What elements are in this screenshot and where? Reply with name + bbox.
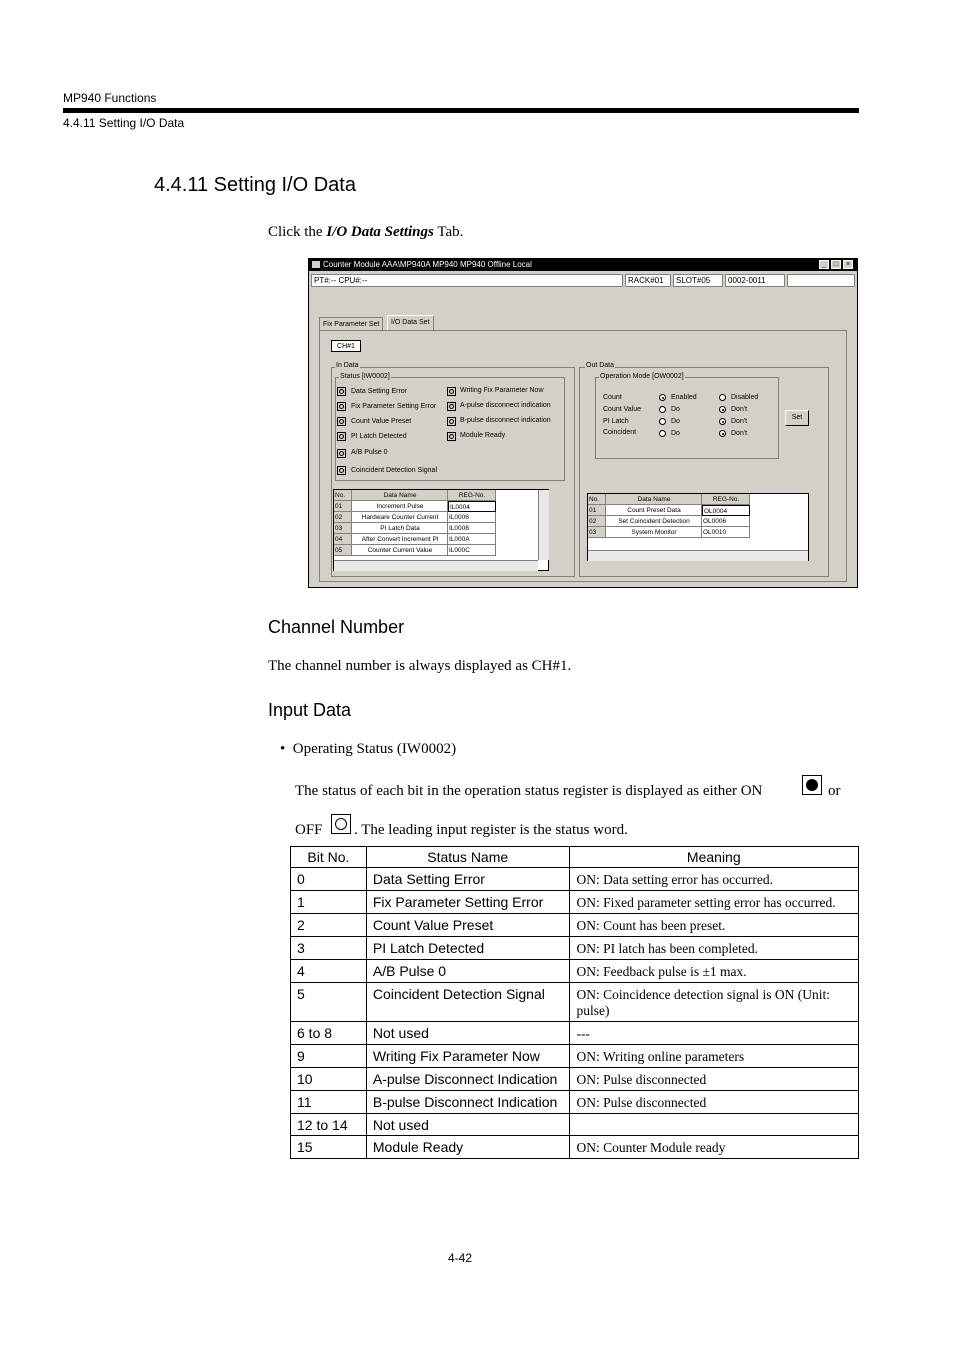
in-data-label: In Data — [336, 362, 359, 369]
grid-cell: 02 — [334, 512, 352, 523]
grid-cell: 02 — [588, 516, 606, 527]
out-data-grid[interactable] — [587, 493, 809, 561]
status-name-cell: Not used — [366, 1114, 569, 1136]
table-header: Meaning — [569, 847, 858, 868]
status-right-label: Module Ready — [460, 432, 506, 439]
status-lamp-icon — [447, 432, 456, 441]
radio-do[interactable] — [659, 406, 666, 413]
meaning-cell: ON: Fixed parameter setting error has occurred. — [569, 891, 858, 914]
grid-cell: Counter Current Value — [352, 545, 448, 556]
op-mode-name: Count Value — [603, 406, 642, 413]
lamp-on-icon — [802, 775, 822, 795]
grid-cell: 04 — [334, 534, 352, 545]
radio-enabled[interactable] — [659, 394, 666, 401]
grid-cell: Hardware Counter Current — [352, 512, 448, 523]
grid-cell: System Monitor — [606, 527, 702, 538]
table-row — [291, 891, 859, 914]
status-name-cell: Count Value Preset — [366, 914, 569, 937]
grid-cell[interactable]: OL0004 — [702, 505, 750, 516]
op-mode-opt: Disabled — [731, 394, 759, 401]
bit-no-cell: 9 — [291, 1045, 367, 1068]
table-row — [291, 1136, 859, 1159]
status-name-cell: A/B Pulse 0 — [366, 960, 569, 983]
horizontal-scrollbar[interactable] — [588, 550, 808, 561]
table-header: Status Name — [366, 847, 569, 868]
meaning-cell: ON: Coincidence detection signal is ON (Unit: pulse) — [569, 983, 858, 1022]
op-mode-opt: Don't — [731, 430, 748, 437]
intro-pre: Click the — [268, 224, 327, 240]
status-name-cell: A-pulse Disconnect Indication — [366, 1068, 569, 1091]
grid-cell[interactable]: IL000A — [448, 534, 496, 545]
status-lamp-icon — [447, 417, 456, 426]
status-name-cell: B-pulse Disconnect Indication — [366, 1091, 569, 1114]
meaning-cell: --- — [569, 1022, 858, 1045]
radio-do[interactable] — [659, 430, 666, 437]
status-left-label: Coincident Detection Signal — [351, 467, 437, 474]
intro-em: I/O Data Settings — [326, 224, 434, 240]
status-right-label: Writing Fix Parameter Now — [460, 387, 544, 394]
table-header: Bit No. — [291, 847, 367, 868]
bit-no-cell: 6 to 8 — [291, 1022, 367, 1045]
op-mode-opt: Do — [671, 418, 680, 425]
table-row — [291, 1091, 859, 1114]
grid-cell: Increment Pulse — [352, 501, 448, 512]
bit-no-cell: 1 — [291, 891, 367, 914]
table-row — [291, 960, 859, 983]
grid-cell: 05 — [334, 545, 352, 556]
bullet-text: Operating Status (IW0002) — [292, 741, 457, 757]
grid-cell: 03 — [334, 523, 352, 534]
meaning-cell: ON: Counter Module ready — [569, 1136, 858, 1159]
radio-do[interactable] — [659, 418, 666, 425]
grid-cell[interactable]: IL0008 — [448, 523, 496, 534]
grid-cell: After Convert Increment Pl — [352, 534, 448, 545]
op-mode-name: Coincident — [603, 429, 637, 436]
op-mode-opt: Do — [671, 406, 680, 413]
running-header-doc: MP940 Functions — [63, 91, 157, 105]
status-lamp-icon — [337, 417, 346, 426]
lamp-off-icon — [331, 814, 351, 834]
window-title: Counter Module AAA\MP940A MP940 MP940 Offline Local — [323, 260, 532, 269]
status-left-label: A/B Pulse 0 — [351, 449, 388, 456]
out-data-label: Out Data — [586, 362, 615, 369]
grid-cell[interactable]: OL0006 — [702, 516, 750, 527]
meaning-cell: ON: Pulse disconnected — [569, 1091, 858, 1114]
grid-header: No. — [588, 494, 606, 505]
intro-text — [268, 224, 463, 241]
op-mode-opt: Enabled — [671, 394, 697, 401]
table-row — [291, 937, 859, 960]
grid-cell: 03 — [588, 527, 606, 538]
status-name-cell: Writing Fix Parameter Now — [366, 1045, 569, 1068]
meaning-cell: ON: Feedback pulse is ±1 max. — [569, 960, 858, 983]
channel-number-heading: Channel Number — [268, 617, 405, 637]
page-number: 4-42 — [448, 1251, 473, 1265]
meaning-cell — [569, 1114, 858, 1136]
minimize-icon[interactable]: _ — [819, 260, 829, 269]
grid-cell: 01 — [334, 501, 352, 512]
grid-cell: 01 — [588, 505, 606, 516]
close-icon[interactable]: × — [843, 260, 853, 269]
header-rule — [63, 108, 859, 113]
status-bar — [311, 274, 855, 288]
status-table — [290, 846, 859, 1159]
grid-cell[interactable]: IL000C — [448, 545, 496, 556]
input-data-heading: Input Data — [268, 700, 352, 720]
grid-header: No. — [334, 490, 352, 501]
meaning-cell: ON: Pulse disconnected — [569, 1068, 858, 1091]
status-desc-off: OFF — [295, 822, 323, 838]
table-row — [291, 1022, 859, 1045]
pt-cpu-field: PT#:-- CPU#:-- — [311, 274, 623, 287]
meaning-cell: ON: Writing online parameters — [569, 1045, 858, 1068]
bit-no-cell: 11 — [291, 1091, 367, 1114]
status-desc-line1: The status of each bit in the operation status register is displayed as either ON — [295, 783, 763, 799]
table-row — [291, 1114, 859, 1136]
grid-header: Data Name — [606, 494, 702, 505]
bit-no-cell: 2 — [291, 914, 367, 937]
status-left-label: Count Value Preset — [351, 418, 412, 425]
status-name-cell: PI Latch Detected — [366, 937, 569, 960]
status-desc-line2: . The leading input register is the status word. — [354, 822, 628, 838]
grid-cell: Count Preset Data — [606, 505, 702, 516]
bullet-item: • Operating Status (IW0002) — [280, 741, 457, 757]
rack-field: RACK#01 — [625, 274, 671, 287]
status-desc-or: or — [828, 783, 841, 799]
channel-box: CH#1 — [331, 340, 361, 352]
status-left-label: Fix Parameter Setting Error — [351, 403, 437, 410]
bit-no-cell: 4 — [291, 960, 367, 983]
window-titlebar[interactable] — [309, 259, 857, 271]
bit-no-cell: 0 — [291, 868, 367, 891]
running-header-section: 4.4.11 Setting I/O Data — [63, 116, 185, 130]
in-data-grid[interactable] — [333, 489, 549, 571]
op-mode-opt: Don't — [731, 406, 748, 413]
bit-no-cell: 5 — [291, 983, 367, 1022]
grid-cell[interactable]: IL0006 — [448, 512, 496, 523]
status-lamp-icon — [337, 449, 346, 458]
slot-field: SLOT#05 — [673, 274, 723, 287]
status-lamp-icon — [447, 387, 456, 396]
bit-no-cell: 3 — [291, 937, 367, 960]
status-left-label: Data Setting Error — [351, 388, 408, 395]
grid-header: Data Name — [352, 490, 448, 501]
radio-dont[interactable] — [719, 406, 726, 413]
status-group-label: Status [IW0002] — [340, 373, 390, 380]
bit-no-cell: 15 — [291, 1136, 367, 1159]
op-mode-opt: Don't — [731, 418, 748, 425]
tab-io-data-set[interactable]: I/O Data Set — [387, 315, 434, 331]
grid-cell: Set Coincident Detection — [606, 516, 702, 527]
status-name-cell: Module Ready — [366, 1136, 569, 1159]
grid-cell[interactable]: OL0010 — [702, 527, 750, 538]
radio-dont[interactable] — [719, 418, 726, 425]
set-button[interactable]: Set — [785, 410, 809, 426]
tab-fix-parameter-set[interactable]: Fix Parameter Set — [319, 317, 383, 331]
meaning-cell: ON: PI latch has been completed. — [569, 937, 858, 960]
intro-post: Tab. — [433, 224, 464, 240]
section-title: 4.4.11 Setting I/O Data — [154, 174, 356, 196]
operation-mode-label: Operation Mode [OW0002] — [600, 373, 684, 380]
grid-cell[interactable]: IL0004 — [448, 501, 496, 512]
op-mode-opt: Do — [671, 430, 680, 437]
counter-module-window — [308, 258, 858, 588]
table-row — [291, 914, 859, 937]
channel-number-text: The channel number is always displayed as CH#1. — [268, 658, 572, 674]
radio-dont[interactable] — [719, 430, 726, 437]
grid-header: REG-No. — [702, 494, 750, 505]
status-lamp-icon — [447, 402, 456, 411]
meaning-cell: ON: Data setting error has occurred. — [569, 868, 858, 891]
blank-field — [787, 274, 855, 287]
op-mode-name: Count — [603, 394, 622, 401]
app-icon — [312, 261, 320, 268]
bit-no-cell: 12 to 14 — [291, 1114, 367, 1136]
bit-no-cell: 10 — [291, 1068, 367, 1091]
status-right-label: A-pulse disconnect indication — [460, 402, 551, 409]
status-lamp-icon — [337, 432, 346, 441]
table-row — [291, 983, 859, 1022]
status-name-cell: Fix Parameter Setting Error — [366, 891, 569, 914]
grid-header: REG-No. — [448, 490, 496, 501]
status-left-label: PI Latch Detected — [351, 433, 407, 440]
status-lamp-icon — [337, 402, 346, 411]
maximize-icon[interactable]: □ — [831, 260, 841, 269]
status-name-cell: Not used — [366, 1022, 569, 1045]
radio-disabled[interactable] — [719, 394, 726, 401]
table-row — [291, 1045, 859, 1068]
horizontal-scrollbar[interactable] — [334, 560, 538, 571]
vertical-scrollbar[interactable] — [538, 490, 549, 560]
status-name-cell: Data Setting Error — [366, 868, 569, 891]
range-field: 0002-0011 — [725, 274, 785, 287]
status-name-cell: Coincident Detection Signal — [366, 983, 569, 1022]
meaning-cell: ON: Count has been preset. — [569, 914, 858, 937]
status-lamp-icon — [337, 466, 346, 475]
status-lamp-icon — [337, 387, 346, 396]
table-row — [291, 868, 859, 891]
op-mode-name: PI Latch — [603, 418, 629, 425]
status-right-label: B-pulse disconnect indication — [460, 417, 551, 424]
table-row — [291, 1068, 859, 1091]
grid-cell: PI Latch Data — [352, 523, 448, 534]
table-header-row — [291, 847, 859, 868]
